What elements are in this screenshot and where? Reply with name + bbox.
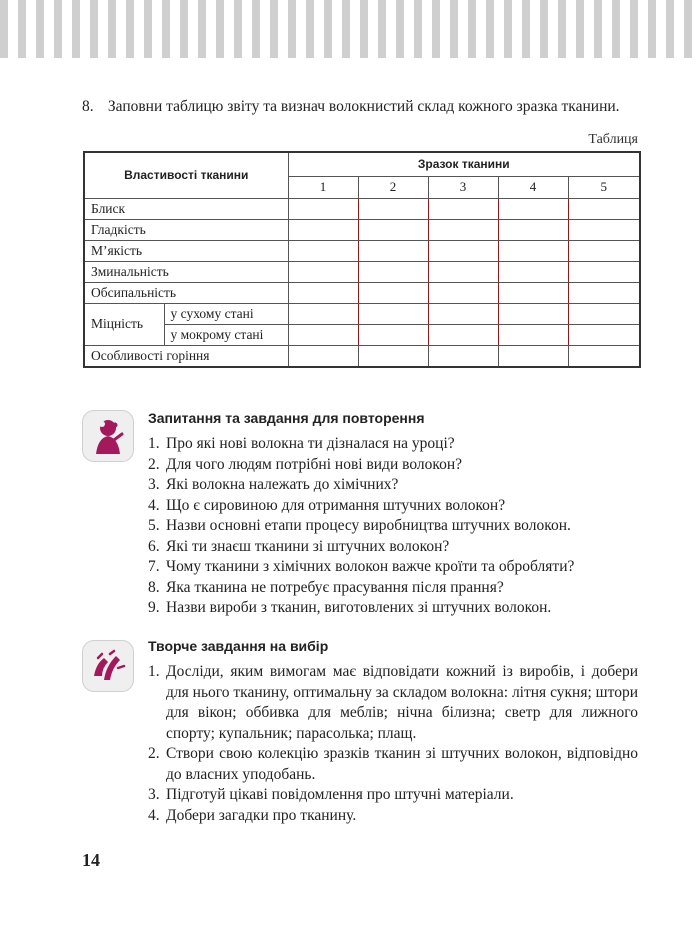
table-row bbox=[84, 240, 640, 261]
list-item: 4. Добери загадки про тканину. bbox=[148, 806, 357, 824]
sample-number-1: 1 bbox=[288, 176, 358, 198]
table-row bbox=[84, 324, 640, 345]
list-item: 7. Чому тканини з хімічних волокон важче кроїти та обробляти? bbox=[148, 558, 575, 575]
table-caption: Таблиця bbox=[588, 132, 638, 147]
table-row bbox=[84, 345, 640, 367]
list-item: 2. Для чого людям потрібні нові види волокон? bbox=[148, 455, 463, 473]
sample-number-4: 4 bbox=[498, 176, 568, 198]
list-item: 6. Які ти знаєш тканини зі штучних волокон? bbox=[148, 537, 450, 555]
creative-title: Творче завдання на вибір bbox=[148, 638, 329, 654]
header-properties: Властивості тканини bbox=[84, 152, 288, 198]
header-sample: Зразок тканини bbox=[288, 152, 640, 176]
row-label-fraying: Обсипальність bbox=[84, 282, 288, 303]
list-item: 5. Назви основні етапи процесу виробництва штучних волокон. bbox=[148, 517, 571, 534]
task-8 bbox=[82, 96, 638, 117]
report-table bbox=[83, 151, 641, 368]
table-row bbox=[84, 198, 640, 219]
table-row bbox=[84, 219, 640, 240]
list-item: 1. Досліди, яким вимогам має відповідати кожний із виробів, і добери для нього тканину, оптимальну за складом волокна: літня сукня; штори для вікон; оббивка для меблів; нічна білизна; светр для лижного спорту; купальник; парасолька; плащ. bbox=[148, 663, 638, 742]
list-item: 2. Створи свою колекцію зразків тканин зі штучних волокон, відповідно до власних уподобань. bbox=[148, 745, 638, 783]
review-title: Запитання та завдання для повторення bbox=[148, 410, 425, 426]
row-label-wet: у мокрому стані bbox=[164, 324, 288, 345]
hands-icon bbox=[82, 640, 134, 692]
creative-list bbox=[148, 662, 638, 826]
row-label-burning: Особливості горіння bbox=[84, 345, 288, 367]
row-label-shine: Блиск bbox=[84, 198, 288, 219]
list-item: 4. Що є сировиною для отримання штучних волокон? bbox=[148, 496, 506, 514]
question-figure-icon bbox=[82, 410, 134, 462]
sample-number-3: 3 bbox=[428, 176, 498, 198]
review-list bbox=[148, 434, 638, 619]
task-text: Заповни таблицю звіту та визнач волокнистий склад кожного зразка тканини. bbox=[107, 98, 620, 115]
table-row bbox=[84, 261, 640, 282]
task-number: 8. bbox=[82, 98, 94, 115]
list-item: 8. Яка тканина не потребує прасування після прання? bbox=[148, 578, 504, 596]
row-label-smoothness: Гладкість bbox=[84, 219, 288, 240]
sample-number-2: 2 bbox=[358, 176, 428, 198]
row-label-dry: у сухому стані bbox=[164, 303, 288, 324]
list-item: 3. Які волокна належать до хімічних? bbox=[148, 476, 399, 493]
table-row bbox=[84, 282, 640, 303]
row-label-softness: М’якість bbox=[84, 240, 288, 261]
page-number: 14 bbox=[82, 850, 100, 870]
row-label-creasing: Зминальність bbox=[84, 261, 288, 282]
row-label-strength: Міцність bbox=[84, 303, 164, 345]
top-stripes-decoration bbox=[0, 0, 700, 58]
list-item: 1. Про які нові волокна ти дізналася на уроці? bbox=[148, 435, 455, 452]
sample-number-5: 5 bbox=[568, 176, 640, 198]
list-item: 3. Підготуй цікаві повідомлення про штучні матеріали. bbox=[148, 786, 514, 803]
table-row bbox=[84, 303, 640, 324]
list-item: 9. Назви вироби з тканин, виготовлених зі штучних волокон. bbox=[148, 599, 552, 616]
